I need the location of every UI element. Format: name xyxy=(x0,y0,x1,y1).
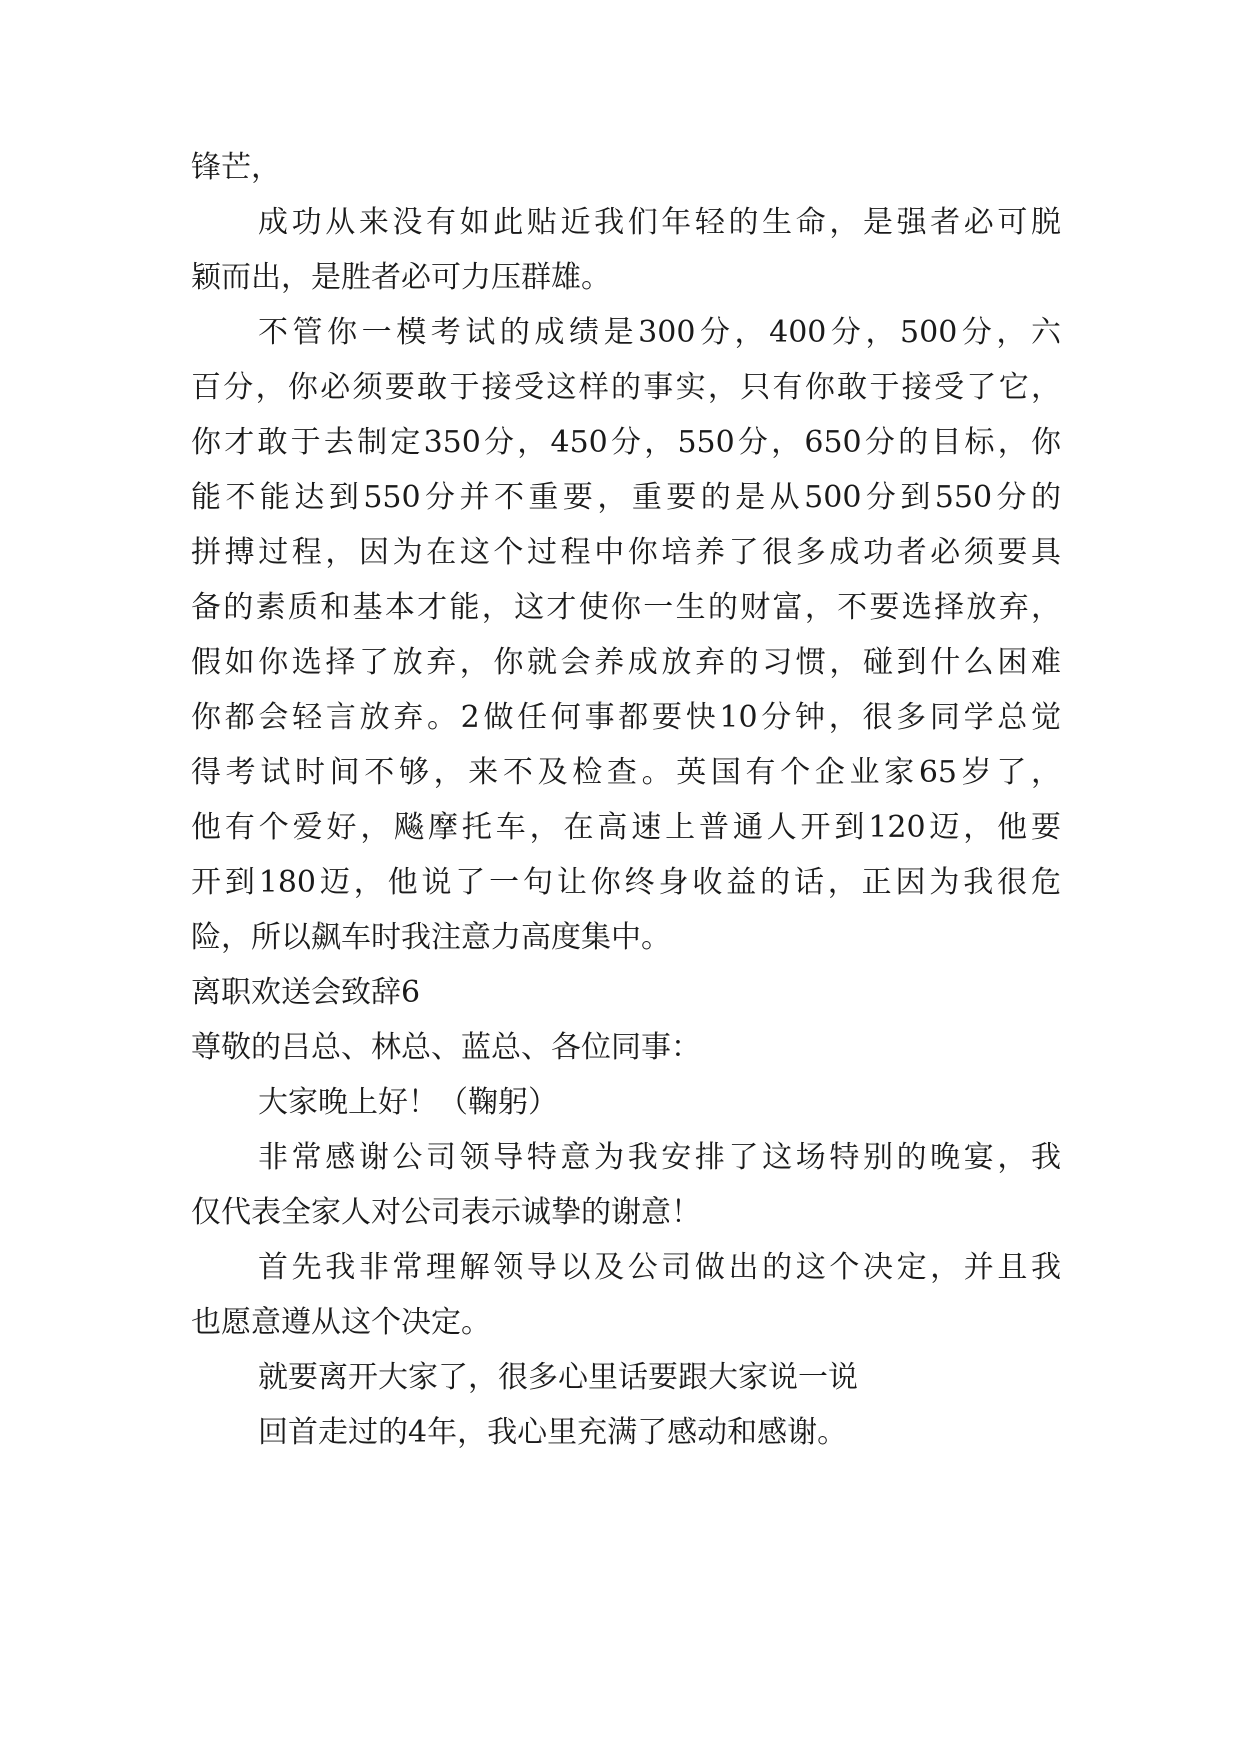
text-line: 也愿意遵从这个决定。 xyxy=(191,1305,491,1340)
text-line: 假如你选择了放弃，你就会养成放弃的习惯，碰到什么困难 xyxy=(191,645,1061,680)
text-line: 能不能达到550分并不重要，重要的是从500分到550分的 xyxy=(191,480,1061,515)
section-heading: 离职欢送会致辞6 xyxy=(191,975,421,1010)
text-line: 成功从来没有如此贴近我们年轻的生命，是强者必可脱 xyxy=(258,205,1061,240)
text-line: 他有个爱好，飚摩托车，在高速上普通人开到120迈，他要 xyxy=(191,810,1061,845)
text-line: 首先我非常理解领导以及公司做出的这个决定，并且我 xyxy=(258,1250,1061,1285)
text-line: 锋芒， xyxy=(191,150,281,185)
text-line: 仅代表全家人对公司表示诚挚的谢意！ xyxy=(191,1195,701,1230)
text-line: 百分，你必须要敢于接受这样的事实，只有你敢于接受了它， xyxy=(191,370,1061,405)
text-line: 非常感谢公司领导特意为我安排了这场特别的晚宴，我 xyxy=(258,1140,1061,1175)
text-line: 你都会轻言放弃。2做任何事都要快10分钟，很多同学总觉 xyxy=(191,700,1061,735)
text-line: 你才敢于去制定350分，450分，550分，650分的目标，你 xyxy=(191,425,1061,460)
text-line: 得考试时间不够，来不及检查。英国有个企业家65岁了， xyxy=(191,755,1061,790)
text-line: 不管你一模考试的成绩是300分，400分，500分，六 xyxy=(258,315,1061,350)
text-line: 拼搏过程，因为在这个过程中你培养了很多成功者必须要具 xyxy=(191,535,1061,570)
text-line: 备的素质和基本才能，这才使你一生的财富，不要选择放弃， xyxy=(191,590,1061,625)
text-line: 就要离开大家了，很多心里话要跟大家说一说 xyxy=(258,1360,858,1395)
text-line: 回首走过的4年，我心里充满了感动和感谢。 xyxy=(258,1415,848,1450)
text-line: 大家晚上好！（鞠躬） xyxy=(258,1085,558,1120)
text-line: 开到180迈，他说了一句让你终身收益的话，正因为我很危 xyxy=(191,865,1061,900)
salutation: 尊敬的吕总、林总、蓝总、各位同事： xyxy=(191,1030,701,1065)
text-line: 颖而出，是胜者必可力压群雄。 xyxy=(191,260,611,295)
text-line: 险，所以飙车时我注意力高度集中。 xyxy=(191,920,671,955)
